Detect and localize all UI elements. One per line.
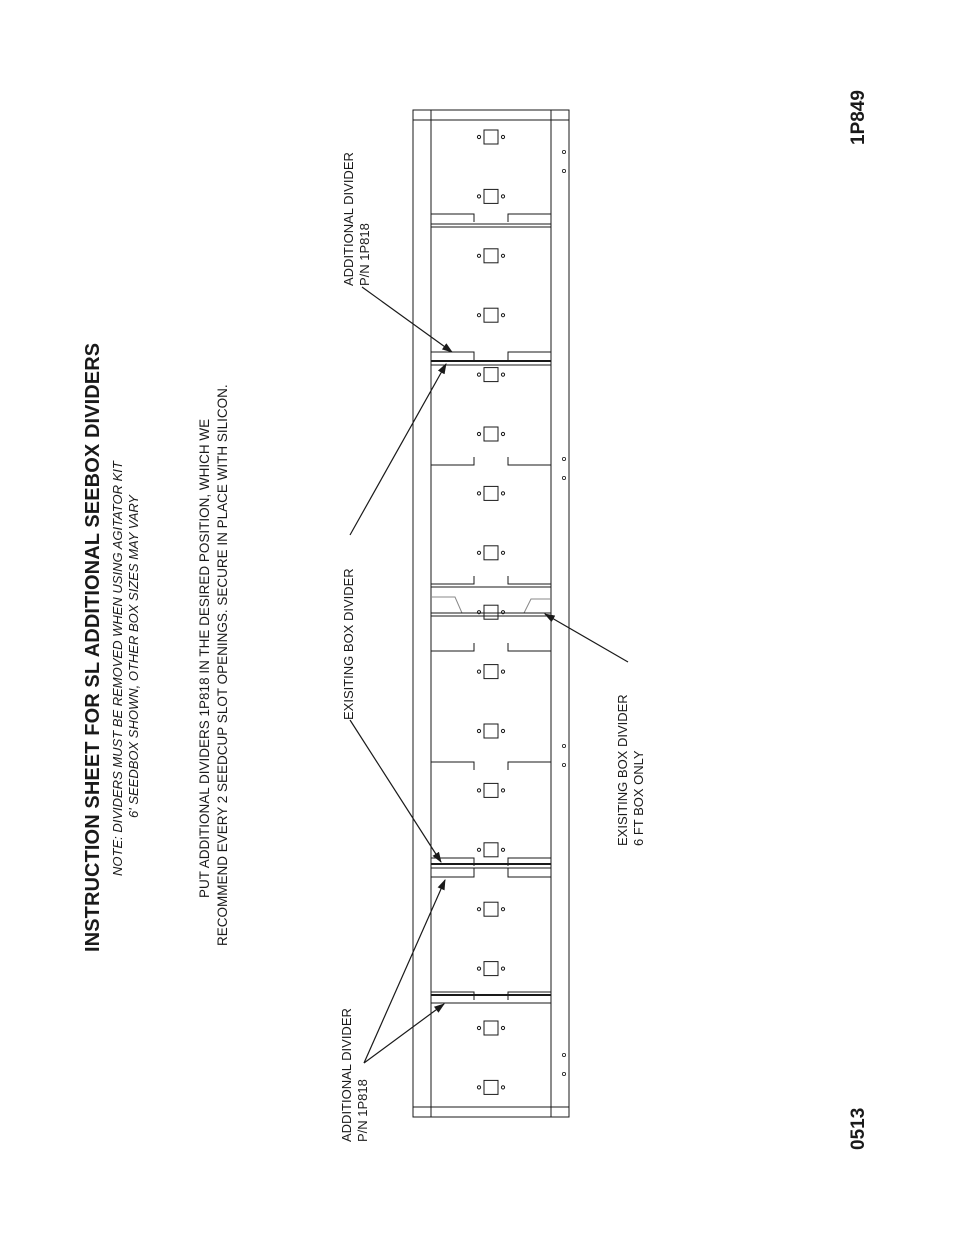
seedcup-opening [477, 1021, 504, 1035]
seedcup-opening [477, 783, 504, 797]
seedcup-opening [477, 427, 504, 441]
divider-slots [431, 214, 551, 1003]
seedcup-opening [477, 189, 504, 203]
label-additional-divider-bottom: ADDITIONAL DIVIDER [339, 1008, 354, 1142]
seedcup-opening [477, 130, 504, 144]
seedcup-opening [477, 249, 504, 263]
leader-existing-lower [350, 720, 441, 862]
seedcup-opening [477, 1080, 504, 1094]
instruction-line-1: PUT ADDITIONAL DIVIDERS 1P818 IN THE DESIRED POSITION, WHICH WE [197, 418, 212, 898]
seedcup-opening [477, 605, 504, 619]
leader-additional-top [362, 287, 452, 352]
seedcup-opening [477, 902, 504, 916]
seedcup-opening [477, 843, 504, 857]
seedcup-opening [477, 724, 504, 738]
label-part-number-bottom: P/N 1P818 [355, 1079, 370, 1142]
seedcup-opening [477, 665, 504, 679]
note-line-2: 6' SEEDBOX SHOWN, OTHER BOX SIZES MAY VARY [126, 495, 141, 818]
leader-existing-right [545, 614, 628, 662]
label-additional-divider-top: ADDITIONAL DIVIDER [341, 152, 356, 286]
seedcup-opening [477, 546, 504, 560]
sheet-title: INSTRUCTION SHEET FOR SL ADDITIONAL SEEBOX DIVIDERS [82, 342, 104, 952]
seedcup-opening [477, 308, 504, 322]
leader-existing-upper [350, 364, 446, 535]
part-number: 1P849 [848, 90, 869, 145]
leader-additional-bottom-1 [364, 880, 445, 1063]
seedcup-opening [477, 368, 504, 382]
seedcup-opening [477, 962, 504, 976]
instruction-line-2: RECOMMEND EVERY 2 SEEDCUP SLOT OPENINGS. SECURE IN PLACE WITH SILICON. [215, 384, 230, 946]
revision-code: 0513 [848, 1107, 869, 1150]
label-existing-box-divider-left: EXISITING BOX DIVIDER [341, 568, 356, 720]
label-existing-box-divider-right: EXISITING BOX DIVIDER [615, 694, 630, 846]
label-part-number-top: P/N 1P818 [357, 223, 372, 286]
note-line-1: NOTE: DIVIDERS MUST BE REMOVED WHEN USING AGITATOR KIT [110, 461, 125, 876]
leader-additional-bottom-2 [364, 1004, 444, 1063]
seedcup-opening [477, 486, 504, 500]
label-existing-box-note: 6 FT BOX ONLY [631, 750, 646, 846]
